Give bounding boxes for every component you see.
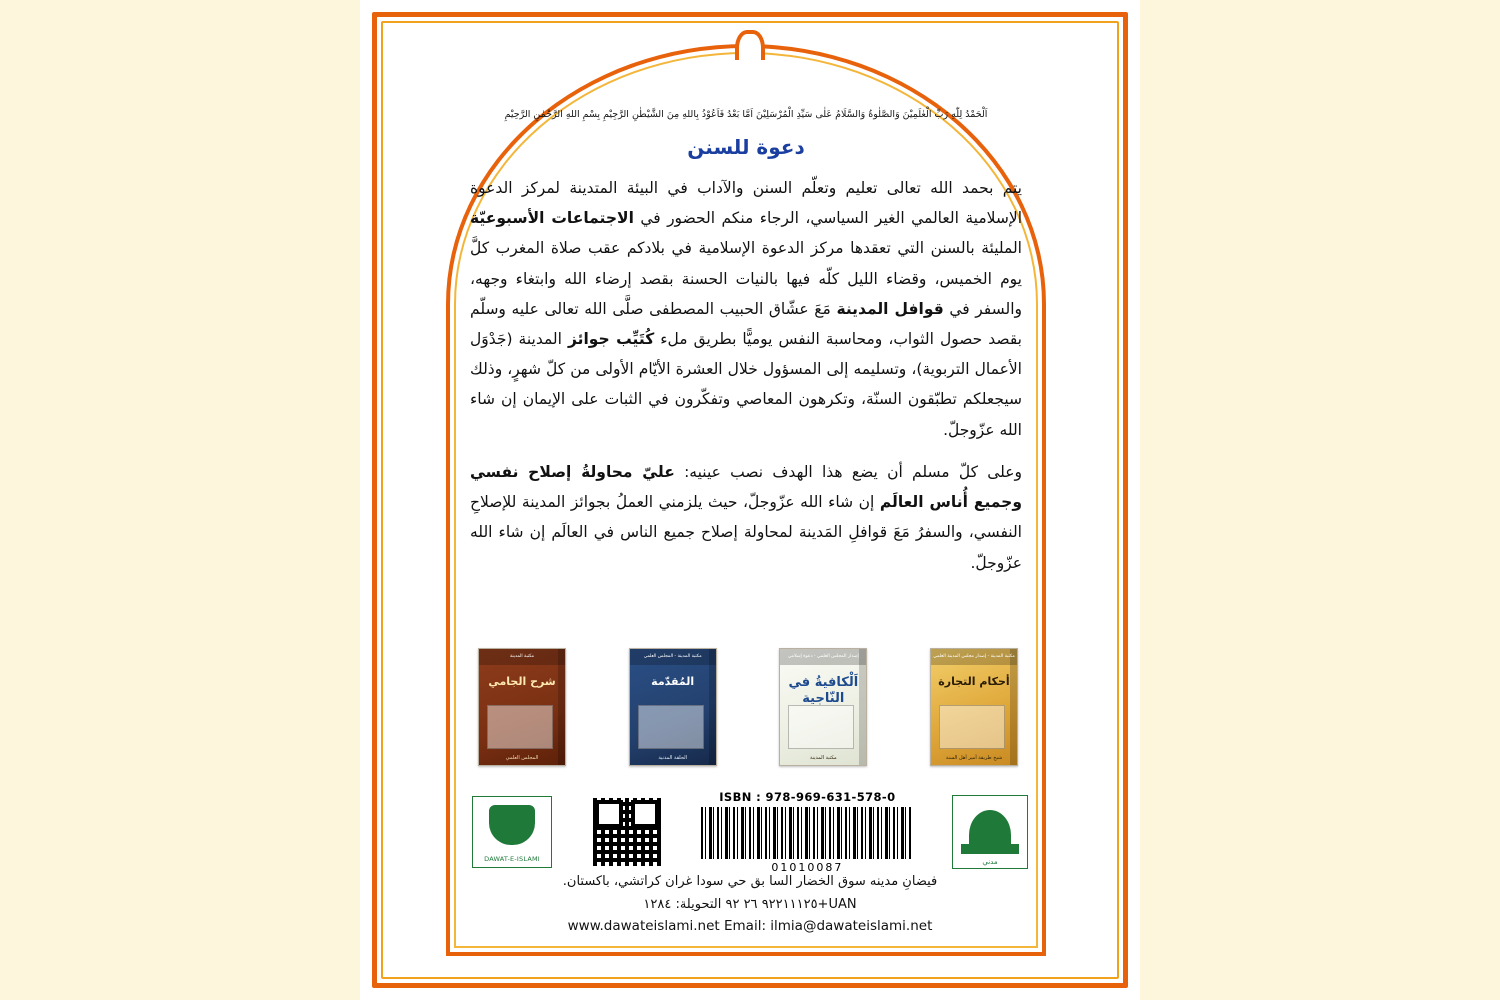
isbn-barcode-block <box>701 790 913 874</box>
book-cover-art <box>939 705 1005 749</box>
qr-code-icon <box>591 796 663 868</box>
dawat-e-islami-logo-label: DAWAT-E-ISLAMI <box>484 855 540 863</box>
body-paragraph-1: يتم بحمد الله تعالى تعليم وتعلّم السنن والآداب في البيئة المتدينة لمركز الدعوة الإسلامية العالمي الغير السياسي، الرجاء منكم الحضور في الاجتماعات الأسبوعيّة المليئة بالسنن التي تعقدها مركز الدعوة الإسلامية في بلادكم عقب صلاة المغرب كلَّ يوم الخميس، وقضاء الليل كلّه فيها بالنيات الحسنة بقصد إرضاء الله وابتغاء وجهه، والسفر في قوافل المدينة مَعَ عشّاق الحبيب المصطفى صلَّى الله تعالى عليه وسلّم بقصد حصول الثواب، ومحاسبة النفس يوميًّا بطريق ملء كُتَيِّب جوائز المدينة (جَدْوَل الأعمال التربوية)، وتسليمه إلى المسؤول خلال العشرة الأيّام الأولى من كلّ شهرٍ، وذلك سيجعلكم تطبّقون السنّة، وتكرهون المعاصي وتفكّرون في الثبات على الإيمان إن شاء الله عزّوجلّ. <box>470 178 1022 439</box>
book-author-line: المجلس العلمي <box>505 755 539 761</box>
book-thumbnail <box>779 648 867 766</box>
body-paragraph-2: وعلى كلّ مسلم أن يضع هذا الهدف نصب عينيه: عليّ محاولةُ إصلاح نفسي وجميع أُناس العالَم إن شاء الله عزّوجلّ، حيث يلزمني العملُ بجوائز المدينة للإصلاحِ النفسي، والسفرُ مَعَ قوافلِ المَدينة لمحاولة إصلاح جميع الناس في العالَم إن شاء الله عزّوجلّ. <box>470 462 1022 572</box>
barcode-icon <box>701 807 913 859</box>
book-thumbnail <box>478 648 566 766</box>
cover-text-block <box>470 110 1022 590</box>
dome-base-shape <box>961 844 1019 854</box>
right-background-panel <box>1140 0 1500 1000</box>
crest-icon <box>489 805 535 845</box>
isbn-text: ISBN : 978-969-631-578-0 <box>719 790 896 804</box>
book-title: شرح الجامي <box>488 675 556 688</box>
book-spine <box>1010 649 1017 765</box>
book-back-cover <box>360 0 1140 1000</box>
book-cover-art <box>487 705 553 749</box>
book-author-line: مكتبة المدينة <box>809 755 837 761</box>
madani-dome-logo <box>952 795 1028 869</box>
book-author-line: الحلقة المدنية <box>658 755 687 761</box>
book-cover-art <box>788 705 854 749</box>
book-publisher-line: مكتبة المدينة - إصدار مجلس المدينة العلمي <box>931 649 1017 665</box>
barcode-number: 01010087 <box>771 861 844 874</box>
dome-icon <box>969 810 1011 844</box>
dawat-e-islami-logo <box>472 796 552 868</box>
bottom-identifiers-row <box>472 790 1028 874</box>
book-title: اَلْكافيةُ في النّاجية <box>788 675 859 707</box>
book-publisher-line: إصدار المجلس العلمي - دعوة إسلامي <box>780 649 866 665</box>
book-title: المُقدّمة <box>651 675 695 688</box>
book-spine <box>558 649 565 765</box>
book-title: أحكام التجارة <box>938 675 1010 688</box>
footer-phone: UAN‎+٩٢٢١١١٢٥ ٢٦ ٩٢ التحويلة: ١٢٨٤ <box>643 896 857 912</box>
publisher-footer <box>432 872 1068 936</box>
basmala-line: اَلْحَمْدُ لِلّٰهِ رَبِّ الْعٰلَمِيْنَ وَالصَّلٰوةُ وَالسَّلَامُ عَلٰى سَيِّدِ الْمُرْسَلِيْنَ اَمَّا بَعْدُ فَاَعُوْذُ بِاللهِ مِنَ الشَّيْطٰنِ الرَّجِيْمِ بِسْمِ اللهِ الرَّحْمٰنِ الرَّحِيْمِ <box>504 109 988 120</box>
book-thumbnail <box>930 648 1018 766</box>
book-publisher-line: مكتبة المدينة - المجلس العلمي <box>630 649 716 665</box>
footer-address: فيضانِ مدينه سوق الخضار السا بق حي سودا غران كراتشي، باكستان. <box>562 874 938 889</box>
book-thumbnail <box>629 648 717 766</box>
left-background-panel <box>0 0 360 1000</box>
book-thumbnails-row <box>478 648 1018 766</box>
book-cover-art <box>638 705 704 749</box>
book-author-line: شيخ طريقة أمير أهل السنة <box>945 755 1003 761</box>
footer-website-email: www.dawateislami.net Email: ilmia@dawateislami.net <box>567 918 933 934</box>
arch-finial-ornament <box>735 30 765 60</box>
page-title: دعوة للسنن <box>687 134 805 159</box>
book-publisher-line: مكتبة المدينة <box>479 649 565 665</box>
dome-logo-label: مدني <box>982 858 998 866</box>
book-spine <box>709 649 716 765</box>
